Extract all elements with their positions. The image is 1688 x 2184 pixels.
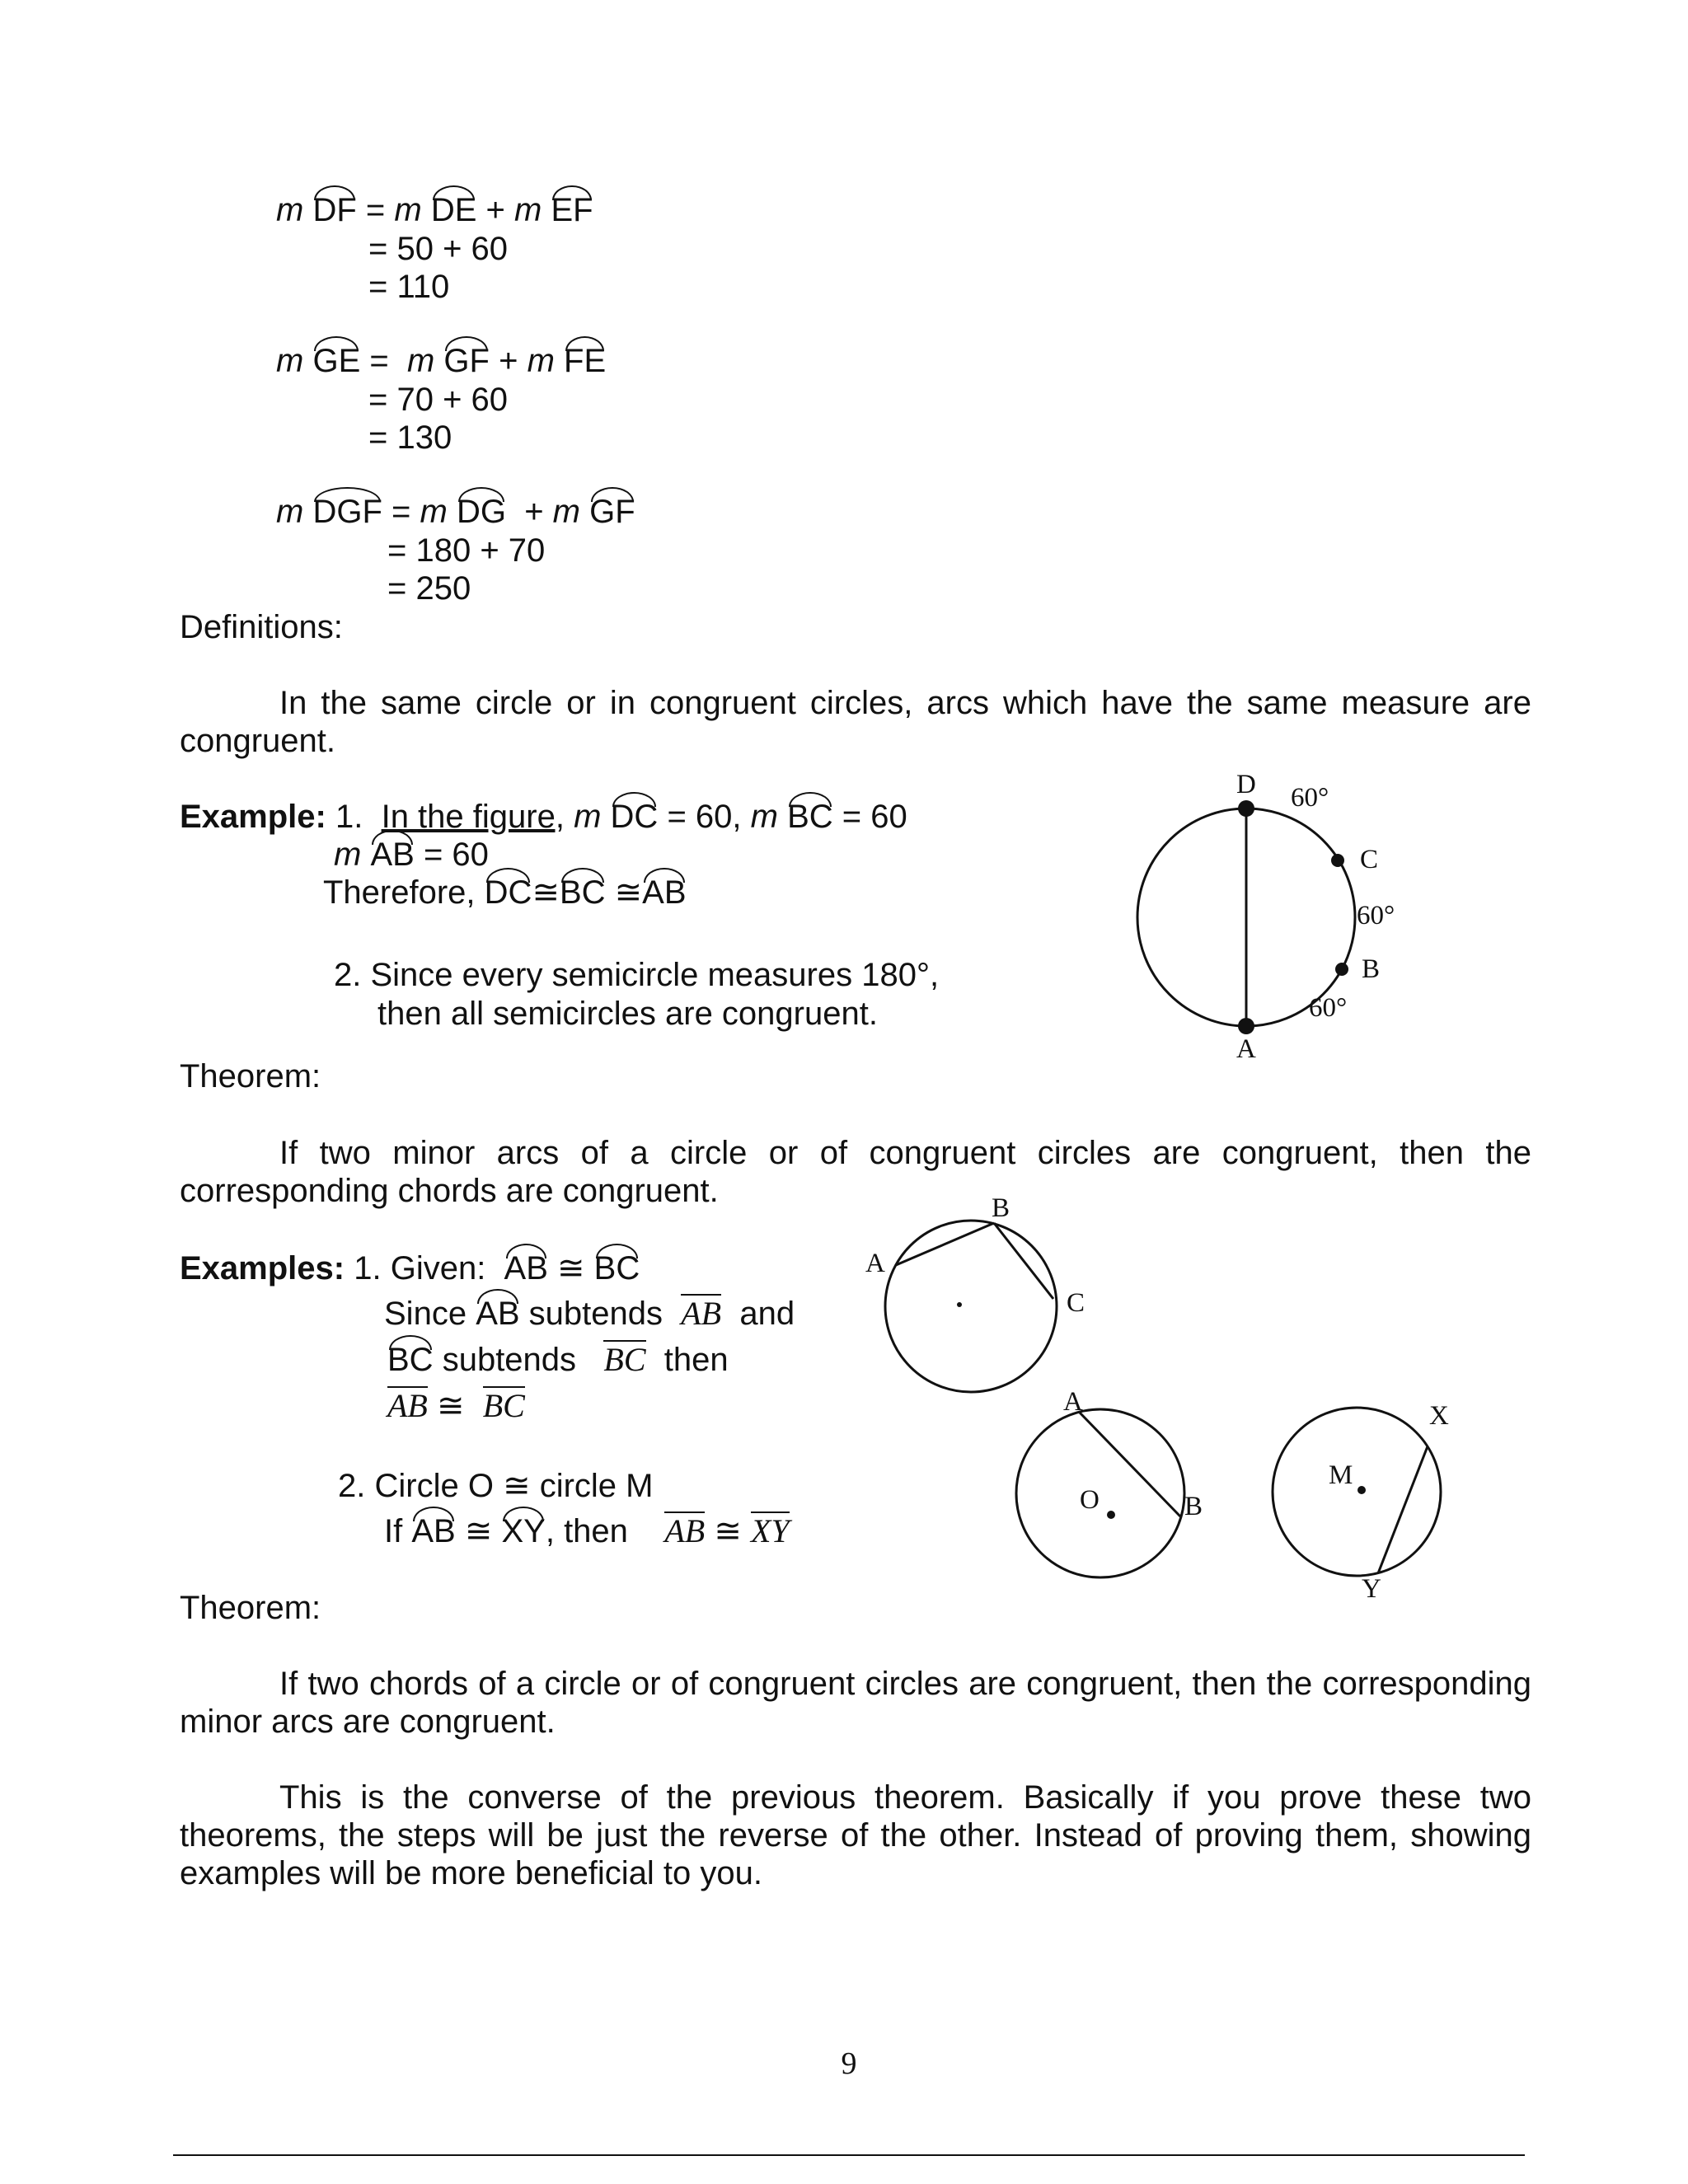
arc-label: DGF [312,494,382,530]
arc-label: DE [430,192,477,228]
label-o: O [1080,1485,1100,1515]
figure-congruent-circles [1006,1393,1467,1607]
congruent-symbol: ≅ [614,874,643,911]
congruent-symbol: ≅ [464,1513,493,1549]
examples2-line1 [180,1249,640,1287]
label-x: X [1429,1401,1449,1431]
examples2-item2-line2 [384,1511,790,1550]
segment-label: AB [387,1387,428,1424]
calc-dgf-line3: = 250 [387,570,471,607]
arc-label: DC [484,874,532,911]
definitions-text: In the same circle or in congruent circles, arcs which have the same measure are congruent. [180,685,1531,759]
label-c: C [1067,1288,1085,1318]
in-figure-text: In the figure, [381,799,565,835]
arc-label: DG [456,494,506,530]
calc-df-line3: = 110 [368,269,450,305]
point-a [1238,1018,1254,1034]
measure-m: m [552,494,580,530]
congruent-symbol: ≅ [532,874,560,911]
then-text: , then [545,1513,628,1549]
label-b: B [1362,954,1381,984]
example1-item2-line2: then all semicircles are congruent. [377,996,878,1032]
arc-label: DF [312,192,357,228]
arc-label: FE [564,343,607,379]
example-number: 1. [335,799,363,835]
label-m: M [1329,1460,1353,1490]
congruent-symbol: ≅ [503,1468,531,1504]
examples-label: Examples: [180,1250,345,1286]
examples2-line4 [387,1386,525,1425]
label-d: D [1236,770,1256,799]
label-a: A [1063,1387,1083,1417]
circle-m [1273,1408,1441,1576]
center-m [1357,1486,1366,1494]
measure-m: m [394,192,422,228]
subtends-text: subtends [528,1296,663,1332]
measure-m: m [527,343,555,379]
calc-ge-line1 [276,342,606,380]
calc-ge-line2: = 70 + 60 [368,382,509,418]
arc-label: BC [387,1342,434,1378]
congruent-symbol: ≅ [437,1388,465,1424]
point-c [1331,854,1344,867]
label-a: A [865,1249,885,1278]
label-b: B [992,1193,1010,1223]
and-text: and [739,1296,795,1332]
segment-label: AB [681,1295,722,1332]
label-y: Y [1362,1574,1381,1604]
calc-dgf-line1 [276,493,635,531]
calc-df-line2: = 50 + 60 [368,231,509,267]
if-text: If [384,1513,403,1549]
plus-sign: + [524,494,544,530]
label-b: B [1184,1492,1203,1521]
segment-label: BC [603,1341,646,1378]
congruent-symbol: ≅ [714,1513,742,1549]
circle-outline [885,1221,1057,1392]
arc-label: AB [476,1296,520,1332]
measure-m: m [406,343,435,379]
label-c: C [1360,845,1379,874]
center-o [1107,1511,1115,1519]
theorem2-heading: Theorem: [180,1590,321,1626]
arc-label: AB [504,1250,548,1286]
arc-label: GE [312,343,361,379]
circle-o-text: 2. Circle O [338,1468,494,1504]
equals-sign: = [369,343,389,379]
equals-sign: = [392,494,411,530]
theorem1-text: If two minor arcs of a circle or of congruent circles are congruent, then the corresponding chords are congruent. [180,1135,1531,1209]
measure-m: m [750,799,778,835]
calc-df-line1 [276,191,593,229]
arc-label: AB [642,874,687,911]
center-point [957,1302,962,1307]
segment-label: AB [664,1512,706,1549]
measure-m: m [276,494,304,530]
example1-item2-line1: 2. Since every semicircle measures 180°, [334,957,940,993]
angle-label-dc: 60° [1291,783,1329,813]
arc-label: BC [593,1250,640,1286]
definitions-heading: Definitions: [180,609,343,645]
given-text: 1. Given: [354,1250,486,1286]
examples2-line2 [384,1294,795,1333]
arc-label: AB [411,1513,456,1549]
then-text: then [663,1342,729,1378]
theorem1-heading: Theorem: [180,1058,321,1094]
arc-label: GF [443,343,490,379]
examples2-item2-line1 [338,1467,653,1505]
measure-m: m [574,799,602,835]
chord-xy [1378,1446,1428,1573]
calc-dgf-line2: = 180 + 70 [387,532,546,569]
calc-ge-line3: = 130 [368,419,452,456]
label-a: A [1236,1034,1256,1064]
arc-label: DC [610,799,659,835]
angle-label-ba: 60° [1309,993,1348,1023]
example1-line3 [323,874,687,912]
equals-sign: = [365,192,386,228]
measure-m: m [276,192,304,228]
angle-label-cb: 60° [1357,901,1395,930]
measure-m: m [276,343,304,379]
circle-m-text: circle M [539,1468,654,1504]
value-text: = 60 [423,837,489,873]
example1-line2 [334,836,489,874]
footer-rule [173,2154,1525,2156]
value-text: = 60 [842,799,907,835]
congruent-symbol: ≅ [557,1250,585,1286]
arc-label: AB [370,837,415,873]
figure-chords-abc [874,1203,1088,1409]
arc-label: EF [551,192,593,228]
measure-m: m [334,837,362,873]
arc-label: GF [589,494,635,530]
subtends-text: subtends [442,1342,577,1378]
point-d [1238,800,1254,817]
converse-text: This is the converse of the previous theorem. Basically if you prove these two theorems, the steps will be just the reverse of the other. Instead of proving them, showing examples will be more beneficial to you. [180,1779,1531,1891]
theorem2-text: If two chords of a circle or of congruent circles are congruent, then the corresponding minor arcs are congruent. [180,1666,1531,1740]
arc-label: BC [787,799,833,835]
arc-label: XY [501,1513,546,1549]
value-text: = 60, [667,799,742,835]
plus-sign: + [499,343,518,379]
plus-sign: + [485,192,505,228]
therefore-text: Therefore, [323,874,476,911]
example1-line1 [180,798,907,836]
segment-label: XY [751,1512,790,1549]
since-text: Since [384,1296,467,1332]
measure-m: m [514,192,542,228]
example-label: Example: [180,799,326,835]
segment-label: BC [482,1387,525,1424]
examples2-line3 [387,1340,729,1379]
arc-label: BC [559,874,606,911]
point-b [1335,963,1348,976]
page-number: 9 [841,2046,857,2081]
measure-m: m [420,494,448,530]
